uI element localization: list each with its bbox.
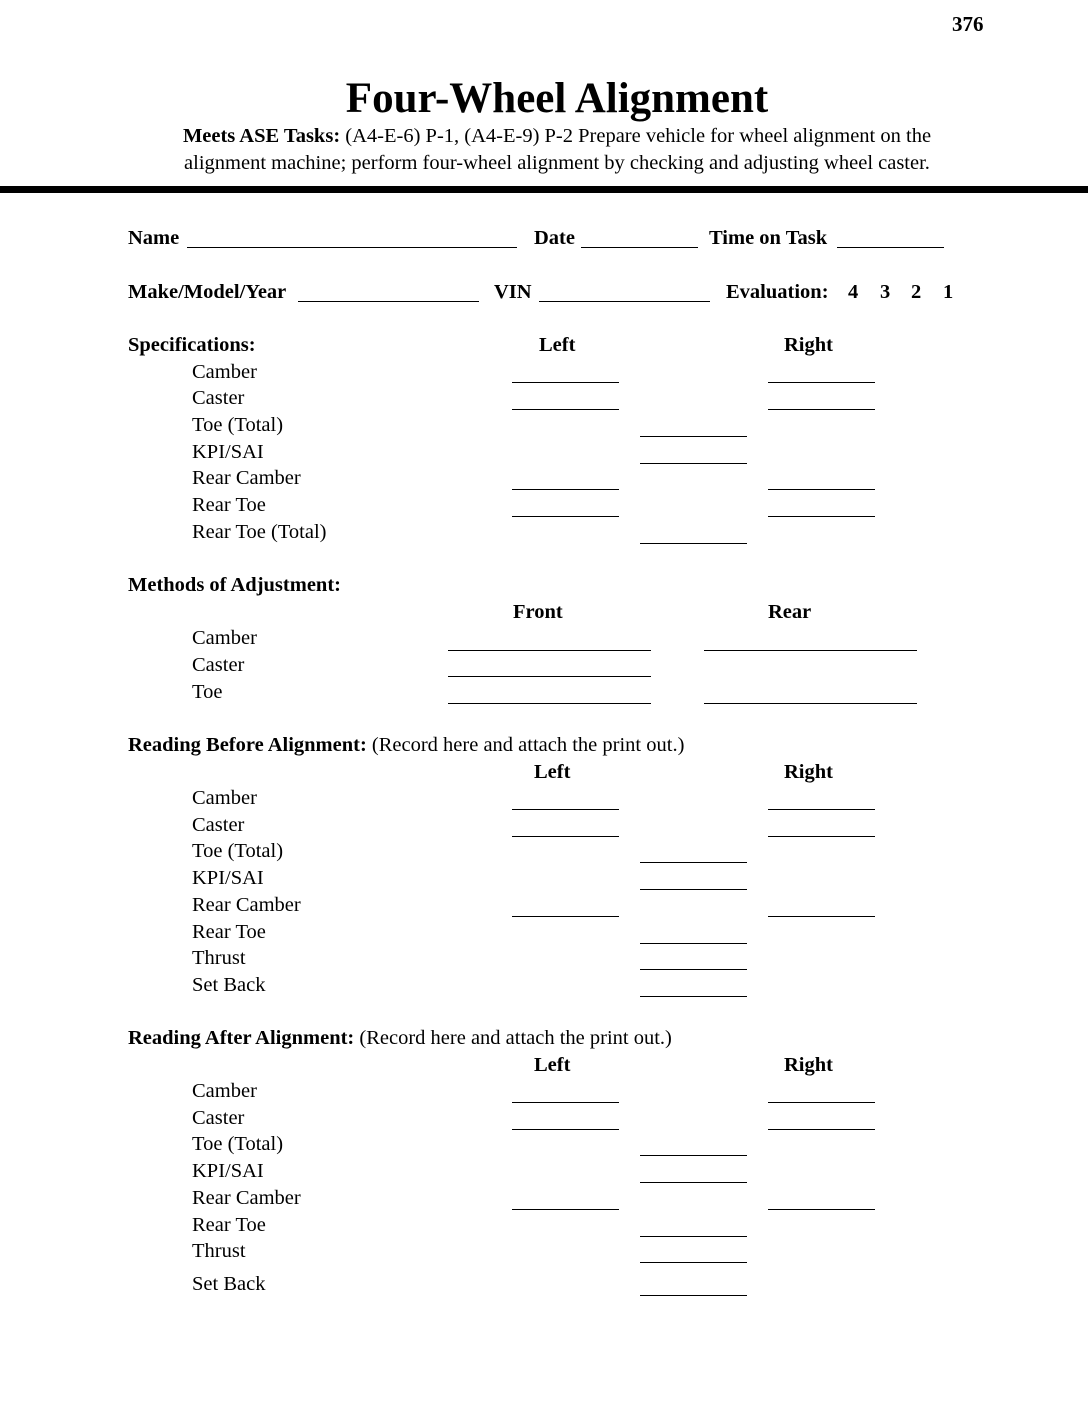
after-left-field[interactable] <box>512 1209 619 1210</box>
spec-left-field[interactable] <box>512 489 619 490</box>
before-center-field[interactable] <box>640 943 747 944</box>
after-row-label: Rear Toe <box>192 1213 266 1236</box>
ase-tasks-codes: (A4-E-6) P-1, (A4-E-9) P-2 Prepare vehicle for wheel alignment on the <box>340 125 932 147</box>
header-divider <box>0 186 1088 193</box>
method-rear-field[interactable] <box>704 703 917 704</box>
before-center-field[interactable] <box>640 969 747 970</box>
make-model-year-field[interactable] <box>298 301 479 302</box>
method-front-field[interactable] <box>448 650 651 651</box>
after-center-field[interactable] <box>640 1182 747 1183</box>
after-heading-line <box>128 1027 672 1050</box>
before-heading: Reading Before Alignment: <box>128 734 367 756</box>
after-center-field[interactable] <box>640 1155 747 1156</box>
before-row-label: Camber <box>192 787 257 809</box>
before-row-label: KPI/SAI <box>192 867 264 890</box>
after-center-field[interactable] <box>640 1262 747 1263</box>
date-field[interactable] <box>581 247 698 248</box>
spec-row-label: KPI/SAI <box>192 441 264 463</box>
method-row-label: Caster <box>192 654 245 676</box>
after-row-label: Caster <box>192 1106 245 1129</box>
vin-field[interactable] <box>539 301 710 302</box>
methods-heading: Methods of Adjustment: <box>128 574 341 596</box>
before-row-label: Toe (Total) <box>192 840 284 863</box>
ase-tasks-line-2: alignment machine; perform four-wheel alignment by checking and adjusting wheel caster. <box>184 152 930 174</box>
methods-col-rear: Rear <box>768 601 812 623</box>
after-row-label: Camber <box>192 1080 257 1102</box>
method-front-field[interactable] <box>448 676 651 677</box>
after-left-field[interactable] <box>512 1129 619 1130</box>
before-center-field[interactable] <box>640 862 747 863</box>
spec-center-field[interactable] <box>640 463 747 464</box>
spec-row-label: Toe (Total) <box>192 414 284 436</box>
before-row-label: Rear Toe <box>192 920 266 943</box>
before-right-field[interactable] <box>768 809 875 810</box>
after-row-label: Rear Camber <box>192 1186 301 1209</box>
before-left-field[interactable] <box>512 916 619 917</box>
name-label: Name <box>128 227 180 249</box>
before-col-left: Left <box>534 761 571 783</box>
after-row-label: KPI/SAI <box>192 1160 264 1183</box>
before-right-field[interactable] <box>768 836 875 837</box>
ase-tasks-label: Meets ASE Tasks: <box>182 125 341 147</box>
evaluation-option-3[interactable]: 3 <box>880 281 891 303</box>
before-row-label: Caster <box>192 813 245 836</box>
evaluation-label: Evaluation: <box>726 281 829 303</box>
spec-center-field[interactable] <box>640 436 747 437</box>
spec-row-label: Rear Camber <box>192 467 301 489</box>
specifications-col-left: Left <box>539 334 576 356</box>
before-row-label: Rear Camber <box>192 893 301 916</box>
specifications-heading: Specifications: <box>128 334 256 356</box>
methods-col-front: Front <box>513 601 563 623</box>
time-on-task-label: Time on Task <box>709 227 828 249</box>
make-model-year-label: Make/Model/Year <box>128 281 287 303</box>
after-row-label: Set Back <box>192 1272 266 1295</box>
vin-label: VIN <box>494 281 532 303</box>
spec-row-label: Rear Toe (Total) <box>192 521 327 543</box>
spec-right-field[interactable] <box>768 409 875 410</box>
spec-row-label: Camber <box>192 361 257 383</box>
spec-left-field[interactable] <box>512 382 619 383</box>
method-row-label: Toe <box>192 681 223 703</box>
evaluation-option-4[interactable]: 4 <box>848 281 859 303</box>
before-row-label: Thrust <box>192 947 246 970</box>
before-center-field[interactable] <box>640 996 747 997</box>
after-col-left: Left <box>534 1054 571 1076</box>
date-label: Date <box>534 227 575 249</box>
page-number: 376 <box>952 12 984 36</box>
spec-row-label: Rear Toe <box>192 494 266 516</box>
ase-tasks-line-1 <box>0 125 1088 148</box>
time-on-task-field[interactable] <box>837 247 944 248</box>
before-left-field[interactable] <box>512 809 619 810</box>
spec-right-field[interactable] <box>768 382 875 383</box>
before-row-label: Set Back <box>192 973 266 996</box>
after-right-field[interactable] <box>768 1129 875 1130</box>
page-title: Four-Wheel Alignment <box>345 75 769 122</box>
evaluation-option-2[interactable]: 2 <box>911 281 922 303</box>
after-note: (Record here and attach the print out.) <box>354 1027 672 1049</box>
evaluation-option-1[interactable]: 1 <box>943 281 954 303</box>
method-front-field[interactable] <box>448 703 651 704</box>
before-col-right: Right <box>784 761 833 783</box>
after-left-field[interactable] <box>512 1102 619 1103</box>
after-center-field[interactable] <box>640 1295 747 1296</box>
before-center-field[interactable] <box>640 889 747 890</box>
before-note: (Record here and attach the print out.) <box>366 734 685 756</box>
spec-left-field[interactable] <box>512 409 619 410</box>
spec-left-field[interactable] <box>512 516 619 517</box>
after-row-label: Thrust <box>192 1240 246 1263</box>
before-heading-line <box>128 734 684 757</box>
specifications-col-right: Right <box>784 334 833 356</box>
spec-right-field[interactable] <box>768 489 875 490</box>
method-row-label: Camber <box>192 627 257 649</box>
after-heading: Reading After Alignment: <box>128 1027 355 1049</box>
spec-center-field[interactable] <box>640 543 747 544</box>
after-right-field[interactable] <box>768 1102 875 1103</box>
after-center-field[interactable] <box>640 1236 747 1237</box>
before-right-field[interactable] <box>768 916 875 917</box>
after-row-label: Toe (Total) <box>192 1133 284 1156</box>
method-rear-field[interactable] <box>704 650 917 651</box>
after-right-field[interactable] <box>768 1209 875 1210</box>
before-left-field[interactable] <box>512 836 619 837</box>
name-field[interactable] <box>187 247 517 248</box>
after-col-right: Right <box>784 1054 833 1076</box>
spec-right-field[interactable] <box>768 516 875 517</box>
spec-row-label: Caster <box>192 387 245 409</box>
